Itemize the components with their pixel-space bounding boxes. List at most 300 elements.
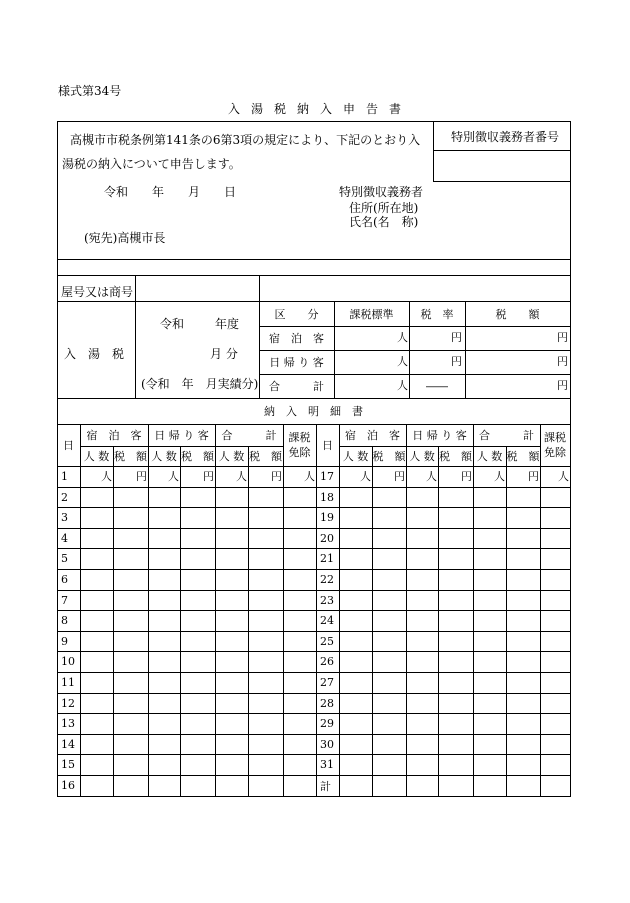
detail-input-cell[interactable]	[541, 776, 570, 796]
detail-input-cell[interactable]	[474, 735, 506, 754]
detail-input-cell[interactable]	[407, 673, 438, 693]
detail-input-cell[interactable]	[216, 611, 248, 631]
detail-input-cell[interactable]	[216, 549, 248, 569]
unit-label: 人	[101, 470, 112, 483]
detail-input-cell[interactable]	[81, 632, 113, 651]
detail-input-cell[interactable]	[340, 735, 372, 754]
tax-row-label: 宿 泊 客	[269, 332, 324, 345]
rate-unit: 円	[451, 355, 462, 368]
day-number: 19	[320, 511, 334, 524]
detail-input-cell[interactable]	[407, 591, 438, 610]
detail-input-cell[interactable]	[407, 549, 438, 569]
addressee: (宛先)高槻市長	[84, 231, 166, 245]
form-title: 入湯税納入申告書	[228, 102, 413, 116]
detail-input-cell[interactable]	[114, 694, 148, 713]
detail-input-cell[interactable]	[407, 611, 438, 631]
detail-input-cell[interactable]	[340, 508, 372, 528]
day-number: 30	[320, 737, 334, 751]
detail-input-cell[interactable]	[114, 632, 148, 651]
day-number: 18	[320, 490, 334, 504]
detail-input-cell[interactable]	[249, 488, 283, 507]
day-number: 13	[61, 717, 75, 730]
detail-input-cell[interactable]	[249, 735, 283, 754]
detail-input-cell[interactable]	[340, 488, 372, 507]
detail-input-cell[interactable]	[181, 508, 215, 528]
detail-input-cell[interactable]	[181, 673, 215, 693]
detail-input-cell[interactable]	[439, 570, 473, 590]
collector-number-label: 特別徴収義務者番号	[451, 130, 560, 144]
basis-unit: 人	[397, 379, 408, 392]
detail-input-cell[interactable]	[373, 488, 406, 507]
day-number: 23	[320, 593, 334, 607]
detail-input-cell[interactable]	[81, 611, 113, 631]
address-label: 住所(所在地)	[349, 201, 419, 215]
tax-header: 税 額	[506, 450, 540, 463]
detail-input-cell[interactable]	[407, 755, 438, 775]
detail-input-cell[interactable]	[541, 694, 570, 713]
detail-input-cell[interactable]	[340, 694, 372, 713]
detail-input-cell[interactable]	[181, 549, 215, 569]
detail-input-cell[interactable]	[114, 652, 148, 672]
detail-input-cell[interactable]	[216, 652, 248, 672]
day-number: 17	[320, 470, 334, 483]
day-number: 2	[61, 490, 68, 504]
date-era: 令和	[104, 185, 129, 199]
detail-input-cell[interactable]	[81, 591, 113, 610]
detail-input-cell[interactable]	[181, 714, 215, 734]
detail-input-cell[interactable]	[541, 549, 570, 569]
detail-input-cell[interactable]	[216, 488, 248, 507]
detail-input-cell[interactable]	[249, 776, 283, 796]
detail-input-cell[interactable]	[284, 529, 316, 548]
detail-input-cell[interactable]	[284, 488, 316, 507]
day-number: 6	[61, 573, 68, 586]
date-month: 月	[188, 185, 201, 199]
detail-input-cell[interactable]	[114, 529, 148, 548]
detail-input-cell[interactable]	[407, 570, 438, 590]
detail-input-cell[interactable]	[149, 611, 180, 631]
detail-input-cell[interactable]	[507, 714, 540, 734]
detail-input-cell[interactable]	[407, 735, 438, 754]
detail-input-cell[interactable]	[373, 591, 406, 610]
detail-input-cell[interactable]	[474, 755, 506, 775]
unit-label: 円	[461, 470, 472, 483]
detail-input-cell[interactable]	[181, 735, 215, 754]
detail-input-cell[interactable]	[373, 755, 406, 775]
detail-input-cell[interactable]	[373, 652, 406, 672]
detail-input-cell[interactable]	[340, 529, 372, 548]
detail-input-cell[interactable]	[284, 694, 316, 713]
detail-input-cell[interactable]	[284, 735, 316, 754]
day-number: 14	[61, 737, 75, 751]
day-number: 1	[61, 470, 68, 483]
detail-input-cell[interactable]	[284, 508, 316, 528]
col-category-header: 区 分	[274, 307, 319, 321]
detail-input-cell[interactable]	[149, 508, 180, 528]
day-number: 10	[61, 655, 75, 668]
detail-input-cell[interactable]	[474, 488, 506, 507]
day-number: 12	[61, 696, 75, 710]
detail-input-cell[interactable]	[216, 714, 248, 734]
detail-input-cell[interactable]	[114, 570, 148, 590]
detail-input-cell[interactable]	[284, 714, 316, 734]
detail-input-cell[interactable]	[181, 529, 215, 548]
detail-input-cell[interactable]	[407, 694, 438, 713]
detail-input-cell[interactable]	[373, 735, 406, 754]
outer-bottom	[57, 796, 571, 797]
detail-input-cell[interactable]	[81, 735, 113, 754]
day-number: 3	[61, 511, 68, 524]
tax-row-label: 合 計	[269, 380, 324, 393]
basis-field[interactable]	[335, 351, 409, 374]
people-header: 人 数	[409, 450, 435, 463]
detail-input-cell[interactable]	[541, 632, 570, 651]
detail-input-cell[interactable]	[81, 652, 113, 672]
detail-input-cell[interactable]	[114, 673, 148, 693]
detail-input-cell[interactable]	[340, 673, 372, 693]
detail-input-cell[interactable]	[439, 508, 473, 528]
detail-input-cell[interactable]	[340, 714, 372, 734]
unit-label: 円	[136, 470, 147, 483]
detail-input-cell[interactable]	[474, 694, 506, 713]
detail-input-cell[interactable]	[181, 632, 215, 651]
detail-input-cell[interactable]	[439, 488, 473, 507]
detail-input-cell[interactable]	[507, 591, 540, 610]
detail-input-cell[interactable]	[407, 632, 438, 651]
detail-input-cell[interactable]	[340, 591, 372, 610]
detail-input-cell[interactable]	[439, 611, 473, 631]
collector-number-field[interactable]	[434, 151, 570, 181]
detail-input-cell[interactable]	[216, 529, 248, 548]
detail-input-cell[interactable]	[541, 673, 570, 693]
detail-input-cell[interactable]	[149, 591, 180, 610]
detail-input-cell[interactable]	[81, 755, 113, 775]
detail-input-cell[interactable]	[149, 652, 180, 672]
detail-input-cell[interactable]	[216, 508, 248, 528]
detail-input-cell[interactable]	[407, 776, 438, 796]
detail-input-cell[interactable]	[507, 755, 540, 775]
day-number: 20	[320, 531, 334, 545]
day-header: 日	[322, 439, 333, 452]
detail-input-cell[interactable]	[249, 529, 283, 548]
detail-input-cell[interactable]	[149, 776, 180, 796]
exempt-label: 課税	[288, 431, 311, 444]
detail-input-cell[interactable]	[149, 488, 180, 507]
detail-input-cell[interactable]	[439, 529, 473, 548]
detail-input-cell[interactable]	[284, 549, 316, 569]
col-amount-header: 税 額	[495, 307, 540, 321]
detail-input-cell[interactable]	[474, 508, 506, 528]
outer-top	[57, 121, 571, 122]
people-header: 人 数	[151, 450, 177, 463]
day-number: 5	[61, 552, 68, 565]
detail-input-cell[interactable]	[407, 529, 438, 548]
detail-input-cell[interactable]	[439, 549, 473, 569]
detail-input-cell[interactable]	[249, 755, 283, 775]
detail-input-cell[interactable]	[81, 529, 113, 548]
detail-input-cell[interactable]	[541, 611, 570, 631]
detail-input-cell[interactable]	[114, 714, 148, 734]
detail-input-cell[interactable]	[216, 673, 248, 693]
detail-input-cell[interactable]	[541, 529, 570, 548]
tax-label: 入 湯 税	[64, 347, 125, 361]
detail-input-cell[interactable]	[507, 488, 540, 507]
detail-input-cell[interactable]	[373, 611, 406, 631]
detail-input-cell[interactable]	[114, 755, 148, 775]
detail-input-cell[interactable]	[284, 673, 316, 693]
detail-input-cell[interactable]	[340, 632, 372, 651]
group-header-1: 日 帰 り 客	[154, 429, 209, 442]
detail-input-cell[interactable]	[507, 632, 540, 651]
tax-header: 税 額	[114, 450, 147, 463]
unit-label: 人	[360, 470, 371, 483]
shop-name-divider2	[259, 275, 260, 302]
people-header: 人 数	[342, 450, 369, 463]
detail-input-cell[interactable]	[81, 776, 113, 796]
exempt-label: 課税	[544, 431, 566, 444]
detail-input-cell[interactable]	[216, 632, 248, 651]
detail-input-cell[interactable]	[373, 632, 406, 651]
amount-unit: 円	[557, 355, 568, 368]
tax-header: 税 額	[439, 450, 472, 463]
detail-input-cell[interactable]	[541, 591, 570, 610]
detail-input-cell[interactable]	[507, 673, 540, 693]
amount-field[interactable]	[466, 351, 570, 374]
day-number: 24	[320, 614, 334, 627]
detail-input-cell[interactable]	[507, 549, 540, 569]
detail-input-cell[interactable]	[249, 549, 283, 569]
detail-input-cell[interactable]	[149, 735, 180, 754]
group-header-0: 宿 泊 客	[345, 429, 400, 442]
detail-input-cell[interactable]	[114, 611, 148, 631]
detail-input-cell[interactable]	[340, 776, 372, 796]
detail-input-cell[interactable]	[114, 735, 148, 754]
shop-name-field[interactable]	[136, 276, 259, 301]
detail-input-cell[interactable]	[340, 611, 372, 631]
detail-input-cell[interactable]	[149, 714, 180, 734]
detail-input-cell[interactable]	[114, 508, 148, 528]
day-number: 26	[320, 655, 334, 668]
basis-field[interactable]	[335, 327, 409, 350]
detail-input-cell[interactable]	[181, 570, 215, 590]
detail-input-cell[interactable]	[439, 632, 473, 651]
collector-number-bottom	[433, 181, 571, 182]
detail-input-cell[interactable]	[81, 549, 113, 569]
name-label: 氏名(名 称)	[349, 215, 419, 229]
detail-input-cell[interactable]	[474, 591, 506, 610]
detail-input-cell[interactable]	[541, 508, 570, 528]
detail-input-cell[interactable]	[507, 570, 540, 590]
detail-input-cell[interactable]	[507, 694, 540, 713]
basis-unit: 人	[397, 355, 408, 368]
detail-input-cell[interactable]	[114, 776, 148, 796]
unit-label: 円	[203, 470, 214, 483]
detail-input-cell[interactable]	[439, 673, 473, 693]
detail-input-cell[interactable]	[284, 591, 316, 610]
date-day: 日	[224, 185, 237, 199]
detail-input-cell[interactable]	[149, 694, 180, 713]
detail-input-cell[interactable]	[284, 776, 316, 796]
detail-input-cell[interactable]	[249, 673, 283, 693]
detail-input-cell[interactable]	[249, 591, 283, 610]
exempt-header	[540, 424, 570, 466]
tax-header: 税 額	[372, 450, 406, 463]
detail-input-cell[interactable]	[81, 673, 113, 693]
amount-unit: 円	[557, 331, 568, 344]
detail-input-cell[interactable]	[181, 776, 215, 796]
detail-input-cell[interactable]	[181, 694, 215, 713]
detail-input-cell[interactable]	[373, 508, 406, 528]
detail-input-cell[interactable]	[340, 755, 372, 775]
detail-input-cell[interactable]	[439, 694, 473, 713]
detail-input-cell[interactable]	[216, 755, 248, 775]
detail-input-cell[interactable]	[216, 776, 248, 796]
detail-input-cell[interactable]	[407, 652, 438, 672]
tax-header: 税 額	[181, 450, 214, 463]
detail-input-cell[interactable]	[373, 776, 406, 796]
detail-input-cell[interactable]	[373, 673, 406, 693]
detail-input-cell[interactable]	[149, 529, 180, 548]
declaration-text: 高槻市市税条例第141条の6第3項の規定により、下記のとおり入	[70, 133, 421, 147]
detail-input-cell[interactable]	[249, 570, 283, 590]
detail-input-cell[interactable]	[181, 611, 215, 631]
detail-input-cell[interactable]	[81, 694, 113, 713]
detail-input-cell[interactable]	[81, 714, 113, 734]
basis-field[interactable]	[335, 375, 409, 398]
detail-input-cell[interactable]	[373, 549, 406, 569]
tax-label-divider	[135, 301, 136, 399]
detail-input-cell[interactable]	[541, 652, 570, 672]
detail-input-cell[interactable]	[340, 549, 372, 569]
detail-input-cell[interactable]	[284, 632, 316, 651]
collector-label: 特別徴収義務者	[339, 185, 424, 199]
detail-input-cell[interactable]	[284, 652, 316, 672]
detail-input-cell[interactable]	[216, 694, 248, 713]
detail-input-cell[interactable]	[149, 755, 180, 775]
detail-input-cell[interactable]	[439, 652, 473, 672]
detail-input-cell[interactable]	[474, 776, 506, 796]
detail-input-cell[interactable]	[507, 611, 540, 631]
detail-input-cell[interactable]	[507, 735, 540, 754]
outer-right	[570, 121, 571, 797]
detail-input-cell[interactable]	[149, 570, 180, 590]
detail-input-cell[interactable]	[81, 508, 113, 528]
detail-input-cell[interactable]	[507, 529, 540, 548]
detail-input-cell[interactable]	[474, 549, 506, 569]
detail-input-cell[interactable]	[474, 652, 506, 672]
detail-input-cell[interactable]	[284, 570, 316, 590]
day-number: 4	[61, 531, 68, 545]
detail-input-cell[interactable]	[439, 776, 473, 796]
col-basis-header: 課税標準	[349, 307, 394, 321]
detail-input-cell[interactable]	[114, 591, 148, 610]
tax-header: 税 額	[249, 450, 282, 463]
detail-input-cell[interactable]	[474, 632, 506, 651]
detail-input-cell[interactable]	[474, 714, 506, 734]
detail-input-cell[interactable]	[340, 652, 372, 672]
detail-input-cell[interactable]	[474, 611, 506, 631]
detail-input-cell[interactable]	[340, 570, 372, 590]
detail-input-cell[interactable]	[541, 755, 570, 775]
detail-input-cell[interactable]	[181, 755, 215, 775]
day-number: 27	[320, 676, 334, 689]
detail-input-cell[interactable]	[181, 488, 215, 507]
exempt-header	[283, 424, 316, 466]
detail-input-cell[interactable]	[114, 488, 148, 507]
detail-input-cell[interactable]	[507, 776, 540, 796]
detail-input-cell[interactable]	[373, 714, 406, 734]
day-number: 29	[320, 717, 334, 730]
detail-input-cell[interactable]	[249, 611, 283, 631]
detail-input-cell[interactable]	[114, 549, 148, 569]
group-header-2: 合 計	[479, 429, 534, 442]
detail-input-cell[interactable]	[439, 591, 473, 610]
detail-input-cell[interactable]	[149, 673, 180, 693]
detail-input-cell[interactable]	[541, 570, 570, 590]
detail-input-cell[interactable]	[249, 694, 283, 713]
detail-input-cell[interactable]	[373, 570, 406, 590]
detail-input-cell[interactable]	[439, 714, 473, 734]
unit-label: 人	[426, 470, 437, 483]
day-number: 計	[320, 779, 331, 793]
detail-input-cell[interactable]	[373, 529, 406, 548]
amount-field[interactable]	[466, 375, 570, 398]
exempt-label: 免除	[288, 446, 311, 459]
detail-input-cell[interactable]	[507, 508, 540, 528]
amount-field[interactable]	[466, 327, 570, 350]
detail-input-cell[interactable]	[181, 652, 215, 672]
header-bottom	[57, 259, 571, 260]
people-header: 人 数	[218, 450, 245, 463]
detail-input-cell[interactable]	[373, 694, 406, 713]
day-header: 日	[63, 439, 74, 452]
detail-input-cell[interactable]	[216, 735, 248, 754]
detail-input-cell[interactable]	[216, 570, 248, 590]
detail-input-cell[interactable]	[541, 735, 570, 754]
detail-input-cell[interactable]	[541, 714, 570, 734]
detail-input-cell[interactable]	[439, 755, 473, 775]
day-number: 22	[320, 573, 334, 586]
detail-input-cell[interactable]	[81, 570, 113, 590]
fiscal-era: 令和	[160, 317, 185, 331]
detail-input-cell[interactable]	[407, 508, 438, 528]
detail-input-cell[interactable]	[439, 735, 473, 754]
group-header-1: 日 帰 り 客	[412, 429, 467, 442]
detail-input-cell[interactable]	[541, 488, 570, 507]
detail-input-cell[interactable]	[81, 488, 113, 507]
rate-unit: 円	[451, 331, 462, 344]
detail-input-cell[interactable]	[407, 714, 438, 734]
people-header: 人 数	[476, 450, 503, 463]
detail-input-cell[interactable]	[249, 632, 283, 651]
detail-input-cell[interactable]	[474, 673, 506, 693]
detail-input-cell[interactable]	[284, 755, 316, 775]
detail-input-cell[interactable]	[407, 488, 438, 507]
detail-input-cell[interactable]	[474, 529, 506, 548]
detail-input-cell[interactable]	[249, 714, 283, 734]
detail-input-cell[interactable]	[249, 508, 283, 528]
detail-input-cell[interactable]	[474, 570, 506, 590]
detail-input-cell[interactable]	[507, 652, 540, 672]
detail-input-cell[interactable]	[284, 611, 316, 631]
detail-input-cell[interactable]	[216, 591, 248, 610]
detail-input-cell[interactable]	[149, 549, 180, 569]
detail-title: 納 入 明 細 書	[264, 405, 363, 418]
unit-label: 人	[236, 470, 247, 483]
detail-input-cell[interactable]	[249, 652, 283, 672]
detail-input-cell[interactable]	[149, 632, 180, 651]
detail-input-cell[interactable]	[181, 591, 215, 610]
